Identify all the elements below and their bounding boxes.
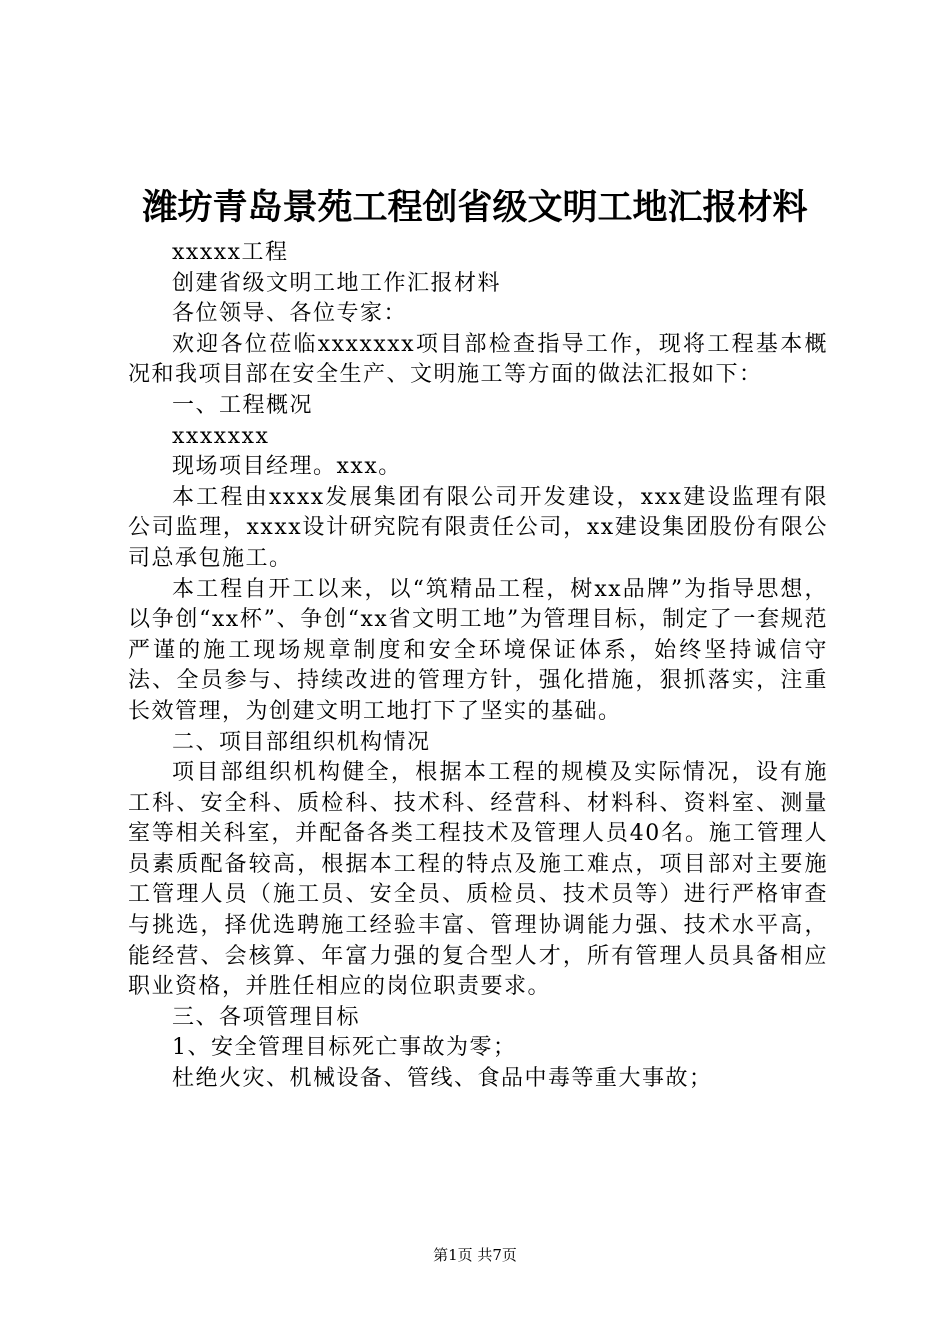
section-heading-overview: 一、工程概况 [172, 392, 314, 418]
project-name-line: xxxxx工程 [172, 240, 289, 265]
safety-target-line: 1、安全管理目标死亡事故为零； [172, 1035, 517, 1061]
salutation-line: 各位领导、各位专家： [172, 301, 408, 327]
project-manager-line: 现场项目经理。xxx。 [172, 454, 402, 480]
accident-prevention-line: 杜绝火灾、机械设备、管线、食品中毒等重大事故； [172, 1066, 713, 1092]
overview-paragraph: 本工程由xxxx发展集团有限公司开发建设，xxx建设监理有限公司监理，xxxx设计研究院有限责任公司，xx建设集团股份有限公司总承包施工。 [128, 484, 828, 571]
document-body [128, 238, 828, 1095]
organization-paragraph: 项目部组织机构健全，根据本工程的规模及实际情况，设有施工科、安全科、质检科、技术科、经营科、材料科、资料室、测量室等相关科室，并配备各类工程技术及管理人员40名。施工管理人员素质配备较高，根据本工程的特点及施工难点，项目部对主要施工管理人员（施工员、安全员、质检员、技术员等）进行严格审查与挑选，择优选聘施工经验丰富、管理协调能力强、技术水平高，能经营、会核算、年富力强的复合型人才，所有管理人员具备相应职业资格，并胜任相应的岗位职责要求。 [128, 760, 828, 1000]
section-heading-targets: 三、各项管理目标 [172, 1004, 361, 1030]
intro-paragraph: 欢迎各位莅临xxxxxxx项目部检查指导工作，现将工程基本概况和我项目部在安全生产、文明施工等方面的做法汇报如下： [128, 331, 828, 388]
document-title: 潍坊青岛景苑工程创省级文明工地汇报材料 [142, 187, 808, 228]
report-subtitle-line: 创建省级文明工地工作汇报材料 [172, 270, 502, 296]
overview-placeholder-line: xxxxxxx [172, 423, 270, 449]
section-heading-organization: 二、项目部组织机构情况 [172, 729, 431, 755]
management-philosophy-paragraph: 本工程自开工以来，以“筑精品工程，树xx品牌”为指导思想，以争创“xx杯”、争创“xx省文明工地”为管理目标，制定了一套规范严谨的施工现场规章制度和安全环境保证体系，始终坚持诚信守法、全员参与、持续改进的管理方针，强化措施，狠抓落实，注重长效管理，为创建文明工地打下了坚实的基础。 [128, 576, 828, 724]
page-footer: 第1页 共7页 [433, 1246, 517, 1264]
